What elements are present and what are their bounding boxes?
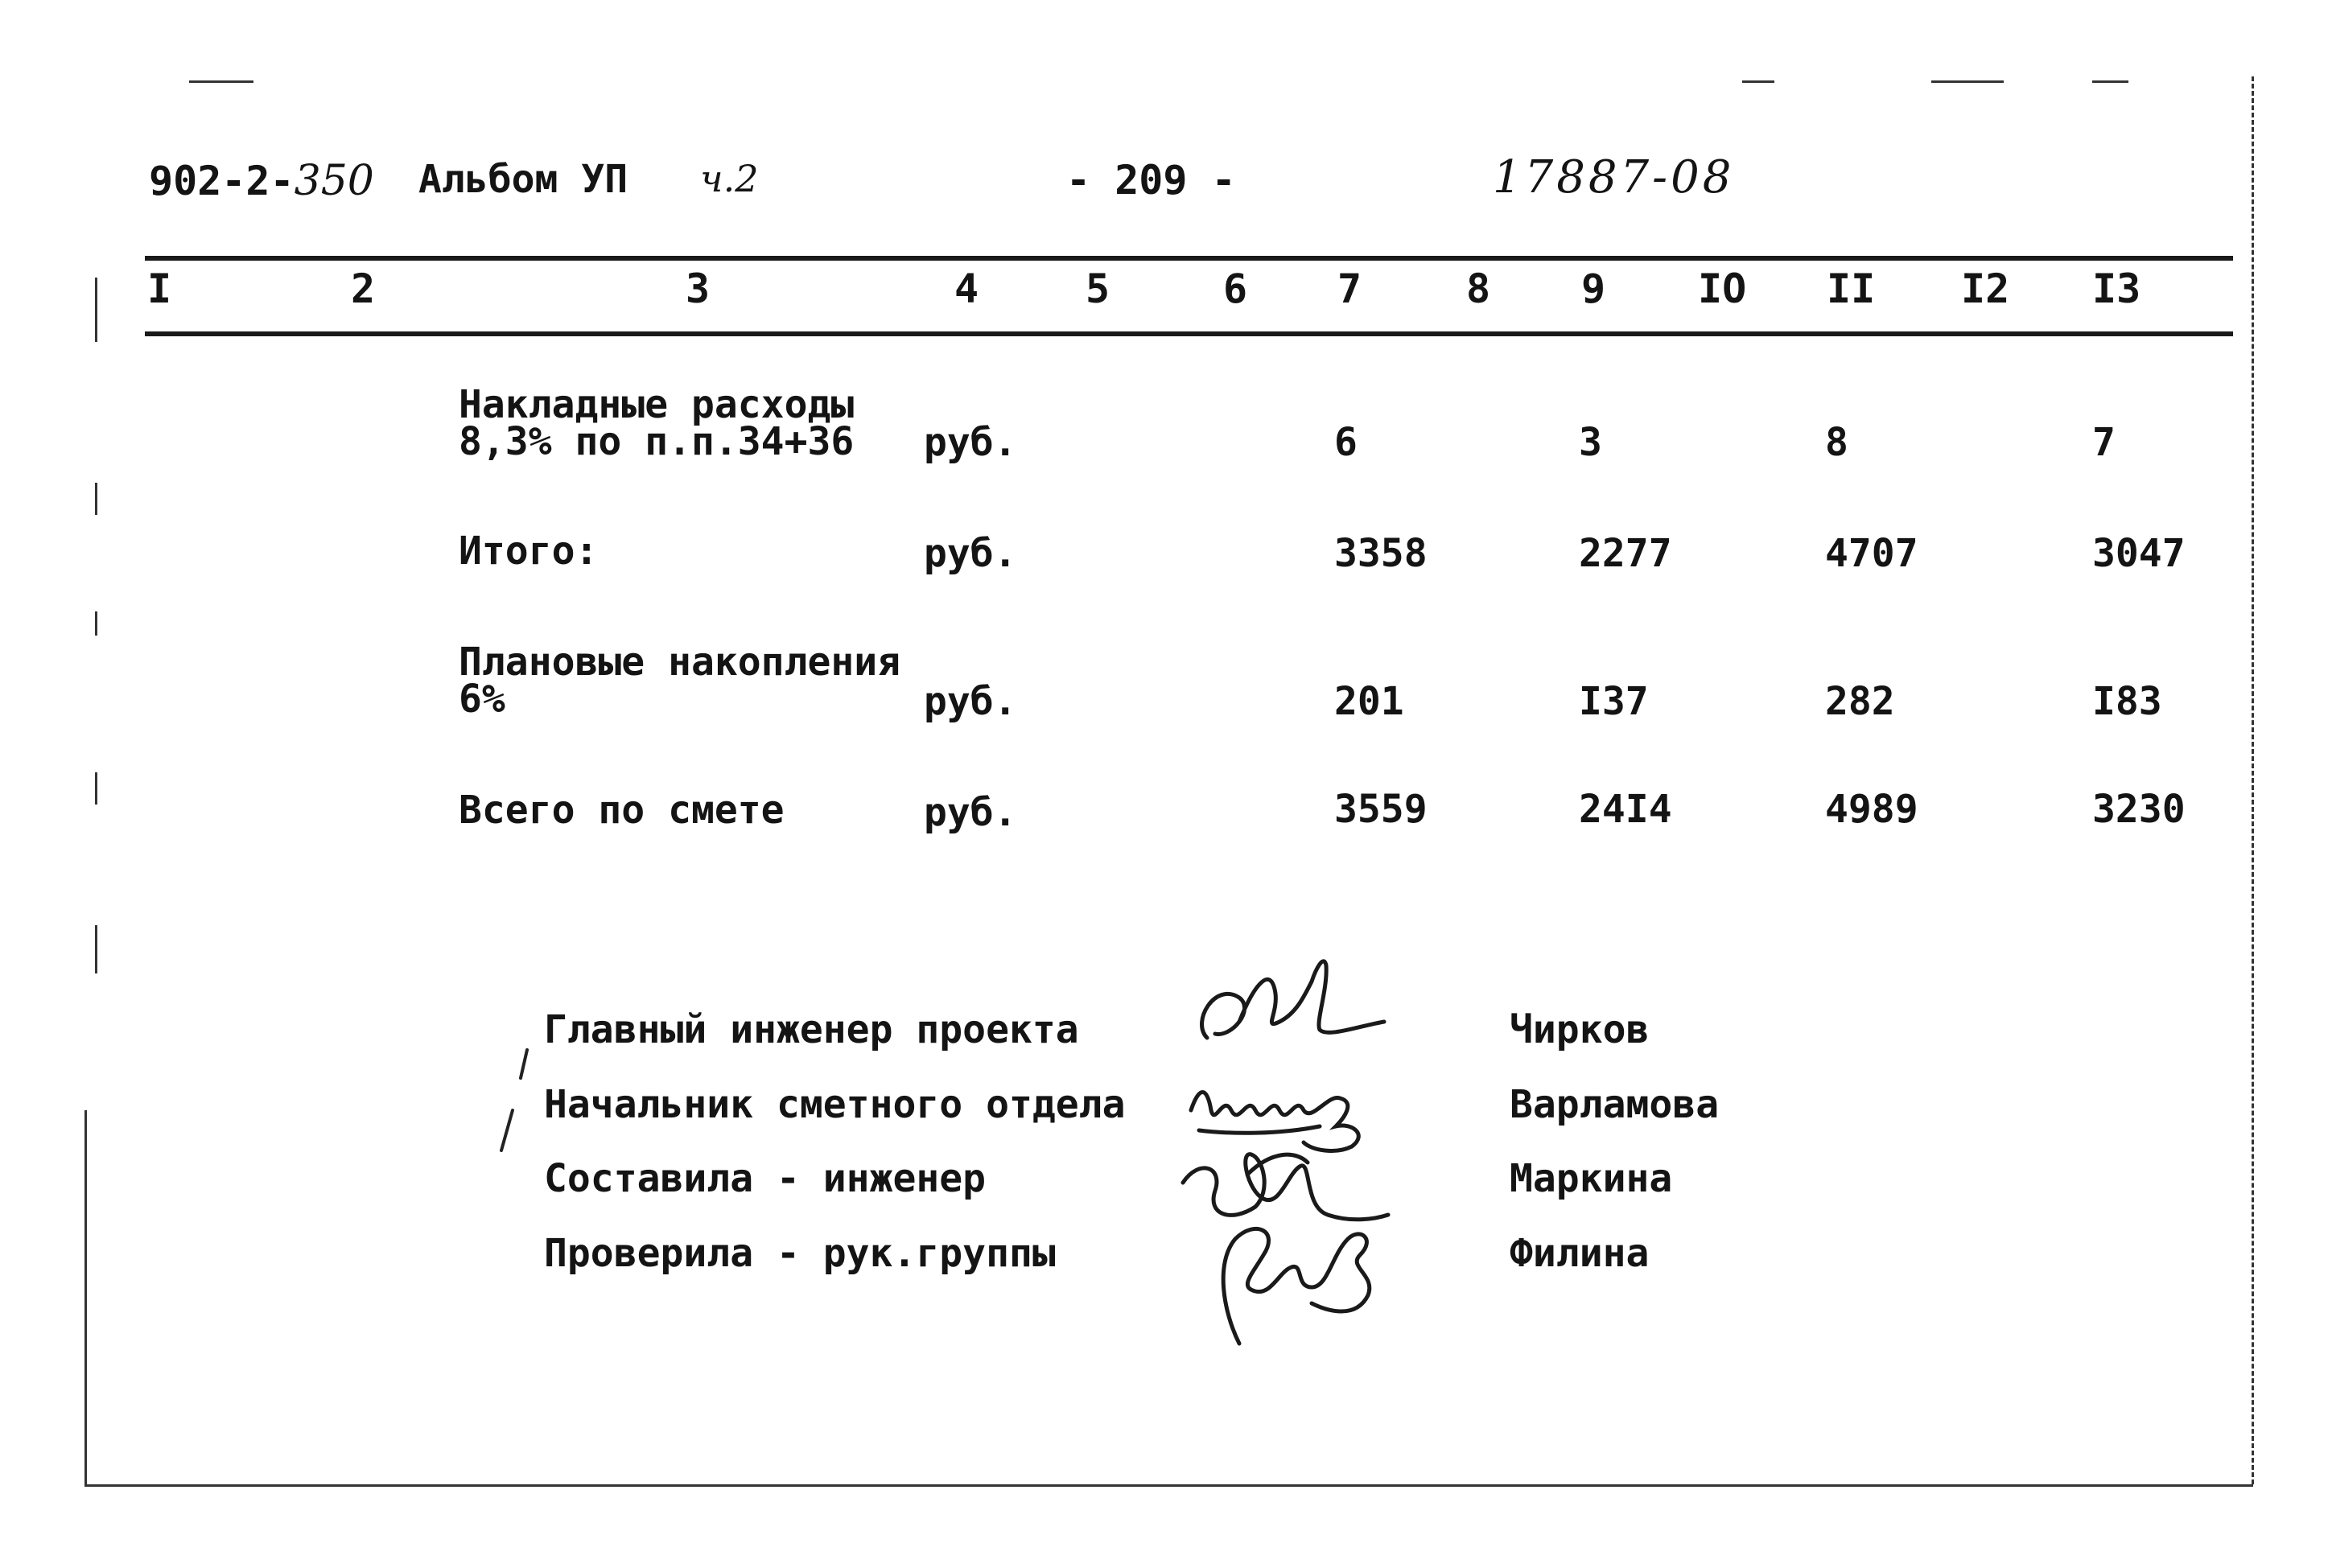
project-code: 902-2- xyxy=(149,158,295,204)
table-row-name xyxy=(459,788,785,833)
page-frame-left xyxy=(84,1110,87,1484)
column-header-5: 5 xyxy=(1086,265,1110,312)
margin-tick xyxy=(95,611,97,636)
cell-col13: I83 xyxy=(2092,679,2162,724)
column-header-13: I3 xyxy=(2092,265,2141,312)
row-name-line: Накладные расходы xyxy=(459,382,855,427)
table-row-name xyxy=(459,640,901,722)
row-name-line: Плановые накопления xyxy=(459,640,901,685)
cell-col11: 4707 xyxy=(1825,531,1918,576)
row-name-line: 8,3% по п.п.34+36 xyxy=(459,419,855,464)
cell-col9: 24I4 xyxy=(1579,787,1672,832)
cell-col9: I37 xyxy=(1579,679,1649,724)
document-header xyxy=(149,157,374,205)
page-frame-right xyxy=(2252,76,2254,1484)
cell-col13: 3047 xyxy=(2092,531,2186,576)
cell-col9: 3 xyxy=(1579,420,1602,465)
cell-col7: 6 xyxy=(1334,420,1358,465)
column-header-11: II xyxy=(1827,265,1876,312)
signature-role: Начальник сметного отдела xyxy=(544,1082,1126,1127)
cell-col13: 3230 xyxy=(2092,787,2186,832)
row-unit: руб. xyxy=(924,679,1017,724)
column-header-12: I2 xyxy=(1961,265,2010,312)
margin-tick xyxy=(95,278,97,342)
column-header-2: 2 xyxy=(351,265,376,312)
cell-col11: 4989 xyxy=(1825,787,1918,832)
signatory-name: Варламова xyxy=(1510,1082,1720,1127)
cell-col11: 8 xyxy=(1825,420,1848,465)
row-unit: руб. xyxy=(924,531,1017,576)
signature-role: Составила - инженер xyxy=(544,1156,987,1201)
handwritten-tick-mark xyxy=(495,1046,535,1159)
page-frame-bottom xyxy=(84,1484,2253,1487)
part-handwritten: ч.2 xyxy=(700,157,759,200)
cell-col13: 7 xyxy=(2092,420,2116,465)
cell-col11: 282 xyxy=(1825,679,1895,724)
row-name-line: 6% xyxy=(459,677,505,722)
column-header-10: IO xyxy=(1698,265,1747,312)
row-unit: руб. xyxy=(924,420,1017,465)
table-header-rule xyxy=(145,331,2233,336)
scan-mark xyxy=(1742,80,1774,83)
signature-role: Главный инженер проекта xyxy=(544,1007,1079,1052)
signatory-name: Маркина xyxy=(1510,1156,1673,1201)
scan-mark xyxy=(2092,80,2128,83)
column-header-1: I xyxy=(147,265,172,312)
row-name-line: Всего по смете xyxy=(459,788,785,833)
cell-col7: 3358 xyxy=(1334,531,1428,576)
cell-col9: 2277 xyxy=(1579,531,1672,576)
column-header-6: 6 xyxy=(1223,265,1248,312)
row-name-line: Итого: xyxy=(459,529,599,574)
project-code-handwritten: 350 xyxy=(294,157,374,205)
margin-tick xyxy=(95,772,97,805)
cell-col7: 3559 xyxy=(1334,787,1428,832)
table-row-name xyxy=(459,382,855,464)
scan-mark xyxy=(189,80,253,83)
margin-tick xyxy=(95,925,97,973)
column-header-7: 7 xyxy=(1337,265,1362,312)
signature-chief-engineer xyxy=(1183,949,1392,1070)
signatory-name: Филина xyxy=(1510,1231,1650,1276)
table-top-rule xyxy=(145,256,2233,261)
album-label: Альбом УП xyxy=(418,157,628,202)
column-header-4: 4 xyxy=(954,265,979,312)
scan-mark xyxy=(1931,80,2004,83)
document-number-handwritten: 17887-08 xyxy=(1493,151,1735,204)
margin-tick xyxy=(95,483,97,515)
column-header-9: 9 xyxy=(1581,265,1606,312)
column-header-8: 8 xyxy=(1466,265,1491,312)
table-row-name xyxy=(459,529,599,574)
cell-col7: 201 xyxy=(1334,679,1404,724)
signature-checker xyxy=(1191,1207,1392,1352)
signature-role: Проверила - рук.группы xyxy=(544,1231,1056,1276)
page-number: - 209 - xyxy=(1066,157,1236,204)
row-unit: руб. xyxy=(924,790,1017,835)
column-header-3: 3 xyxy=(686,265,711,312)
signatory-name: Чирков xyxy=(1510,1007,1650,1052)
